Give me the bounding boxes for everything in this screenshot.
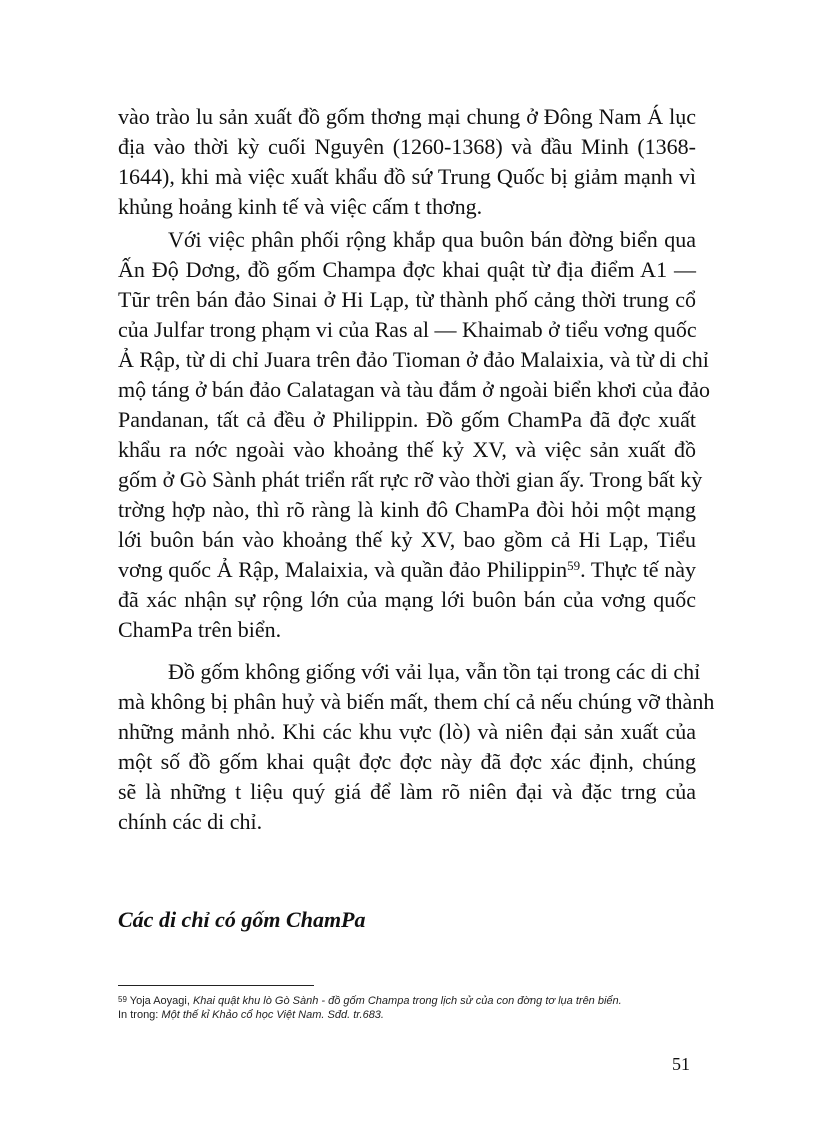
body-line: một số đồ gốm khai quật đợc đợc này đã đợc xác định, chúng <box>118 749 696 774</box>
body-line: Đồ gốm không giống với vải lụa, vẫn tồn tại trong các di chỉ <box>168 659 701 684</box>
section-heading: Các di chỉ có gốm ChamPa <box>118 907 366 932</box>
body-line: khẩu ra nớc ngoài vào khoảng thế kỷ XV, và việc sản xuất đồ <box>118 437 696 462</box>
body-line: những mảnh nhỏ. Khi các khu vực (lò) và niên đại sản xuất của <box>118 719 696 744</box>
footnote-continuation <box>118 1008 698 1022</box>
body-line: gốm ở Gò Sành phát triển rất rực rỡ vào thời gian ấy. Trong bất kỳ <box>118 467 703 492</box>
body-line: Tũr trên bán đảo Sinai ở Hi Lạp, từ thành phố cảng thời trung cổ <box>118 287 696 312</box>
page-number: 51 <box>672 1054 690 1074</box>
body-line: Ả Rập, từ di chỉ Juara trên đảo Tioman ở đảo Malaixia, và từ di chỉ <box>118 347 709 372</box>
body-line: đã xác nhận sự rộng lớn của mạng lới buôn bán của vơng quốc <box>118 587 696 612</box>
body-line: vào trào lu sản xuất đồ gốm thơng mại chung ở Đông Nam Á lục <box>118 104 696 129</box>
body-line: mà không bị phân huỷ và biến mất, them chí cả nếu chúng vỡ thành <box>118 689 715 714</box>
footnote <box>118 994 698 1008</box>
footnote-number: 59 <box>118 995 127 1004</box>
body-line: 1644), khi mà việc xuất khẩu đồ sứ Trung Quốc bị giảm mạnh vì <box>118 164 696 189</box>
footnote-divider <box>118 985 314 986</box>
body-line: mộ táng ở bán đảo Calatagan và tàu đắm ở ngoài biển khơi của đảo <box>118 377 711 402</box>
body-line: sẽ là những t liệu quý giá để làm rõ niên đại và đặc trng của <box>118 779 696 804</box>
body-line: chính các di chỉ. <box>118 809 263 834</box>
footnote-source: Một thế kỉ Khảo cổ học Việt Nam. Sđd. tr.683. <box>161 1009 384 1021</box>
body-text: vơng quốc Ả Rập, Malaixia, và quần đảo Philippin <box>118 557 568 582</box>
body-line: Ấn Độ Dơng, đồ gốm Champa đợc khai quật từ địa điểm A1 — <box>118 257 696 282</box>
footnote-title: Khai quật khu lò Gò Sành - đồ gốm Champa trong lịch sử của con đờng tơ lụa trên biển. <box>192 995 622 1007</box>
body-line-with-footnote-ref <box>118 557 696 583</box>
body-line: Với việc phân phối rộng khắp qua buôn bán đờng biển qua <box>168 227 696 252</box>
body-line: trờng hợp nào, thì rõ ràng là kinh đô ChamPa đòi hỏi một mạng <box>118 497 696 522</box>
body-line: của Julfar trong phạm vi của Ras al — Khaimab ở tiểu vơng quốc <box>118 317 697 342</box>
footnote-reference[interactable]: 59 <box>567 558 581 573</box>
footnote-in-label: In trong: <box>118 1009 162 1021</box>
body-line: khủng hoảng kinh tế và việc cấm t thơng. <box>118 194 483 219</box>
body-line: địa vào thời kỳ cuối Nguyên (1260-1368) và đầu Minh (1368- <box>118 134 696 159</box>
body-line: lới buôn bán vào khoảng thế kỷ XV, bao gồm cả Hi Lạp, Tiểu <box>118 527 696 552</box>
body-line: ChamPa trên biển. <box>118 617 282 642</box>
body-line: Pandanan, tất cả đều ở Philippin. Đồ gốm ChamPa đã đợc xuất <box>118 407 696 432</box>
body-text: . Thực tế này <box>580 557 696 582</box>
footnote-author: Yoja Aoyagi, <box>126 995 193 1007</box>
